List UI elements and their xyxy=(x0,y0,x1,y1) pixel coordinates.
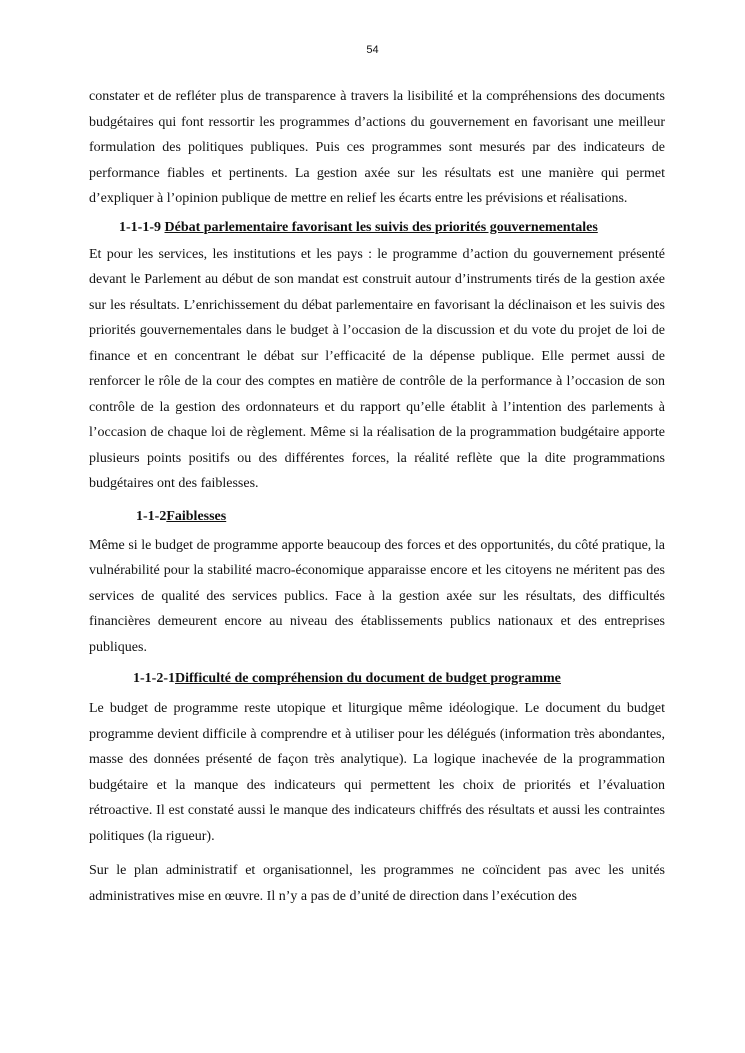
section-number: 1-1-2 xyxy=(136,508,167,524)
paragraph-debat: Et pour les services, les institutions et les pays : le programme d’action du gouvernement présenté devant le Parlement au début de son mandat est construit autour d’instruments tirés de la gestion axée sur les résultats. L’enrichissement du débat parlementaire en favorisant la déclinaison et les suivis des priorités gouvernementales dans le budget à l’occasion de la discussion et du vote du projet de loi de finance et en concentrant le débat sur l’efficacité de la dépense publique. Elle permet aussi de renforcer le rôle de la cour des comptes en matière de contrôle de la performance à l’occasion de son contrôle de la gestion des ordonnateurs et du rapport qu’elle établit à l’intention des parlements à l’occasion de chaque loi de règlement. Même si la réalisation de la programmation budgétaire apporte plusieurs points positifs ou des différentes forces, la réalité reflète que la dite programmations budgétaires ont des faiblesses. xyxy=(89,246,665,491)
section-heading-debat-parlementaire xyxy=(89,217,665,239)
section-title: Faiblesses xyxy=(166,508,227,524)
paragraph-administratif: Sur le plan administratif et organisationnel, les programmes ne coïncident pas avec les unités administratives mise en œuvre. Il n’y a pas de d’unité de direction dans l’exécution des xyxy=(89,863,665,904)
section-heading-difficulte-comprehension xyxy=(89,668,665,690)
paragraph-difficulte: Le budget de programme reste utopique et liturgique même idéologique. Le document du budget programme devient difficile à comprendre et à utiliser pour les délégués (information très abondantes, masse des données présenté de façon très analytique). La logique inachevée de la programmation budgétaire et la manque des indicateurs qui permettent les choix de priorités et l’évaluation rétroactive. Il est constaté aussi le manque des indicateurs chiffrés des résultats et aussi les contraintes politiques (la rigueur). xyxy=(89,701,665,844)
paragraph-spacer xyxy=(89,849,665,858)
paragraph-intro: constater et de refléter plus de transparence à travers la lisibilité et la compréhensions des documents budgétaires qui font ressortir les programmes d’actions du gouvernement en favorisant une meilleur formulation des politiques publiques. Puis ces programmes sont mesurés par des indicateurs de performance fiables et pertinents. La gestion axée sur les résultats est une manière qui permet d’expliquer à l’opinion publique de mettre en relief les écarts entre les prévisions et réalisations. xyxy=(89,89,665,206)
section-number: 1-1-1-9 xyxy=(119,219,165,235)
section-number: 1-1-2-1 xyxy=(133,671,175,686)
section-title: Débat parlementaire favorisant les suivis des priorités gouvernementales xyxy=(164,219,598,235)
paragraph-faiblesses: Même si le budget de programme apporte beaucoup des forces et des opportunités, du côté pratique, la vulnérabilité pour la stabilité macro-économique apparaisse encore et les citoyens ne méritent pas des services de qualité des services publics. Face à la gestion axée sur les résultats, des difficultés financières demeurent encore au niveau des établissements publics nationaux et des entreprises publiques. xyxy=(89,537,665,655)
document-body xyxy=(89,84,665,909)
section-heading-faiblesses xyxy=(89,506,665,528)
page-number: 54 xyxy=(366,44,379,56)
section-title: Difficulté de compréhension du document de budget programme xyxy=(175,671,561,686)
